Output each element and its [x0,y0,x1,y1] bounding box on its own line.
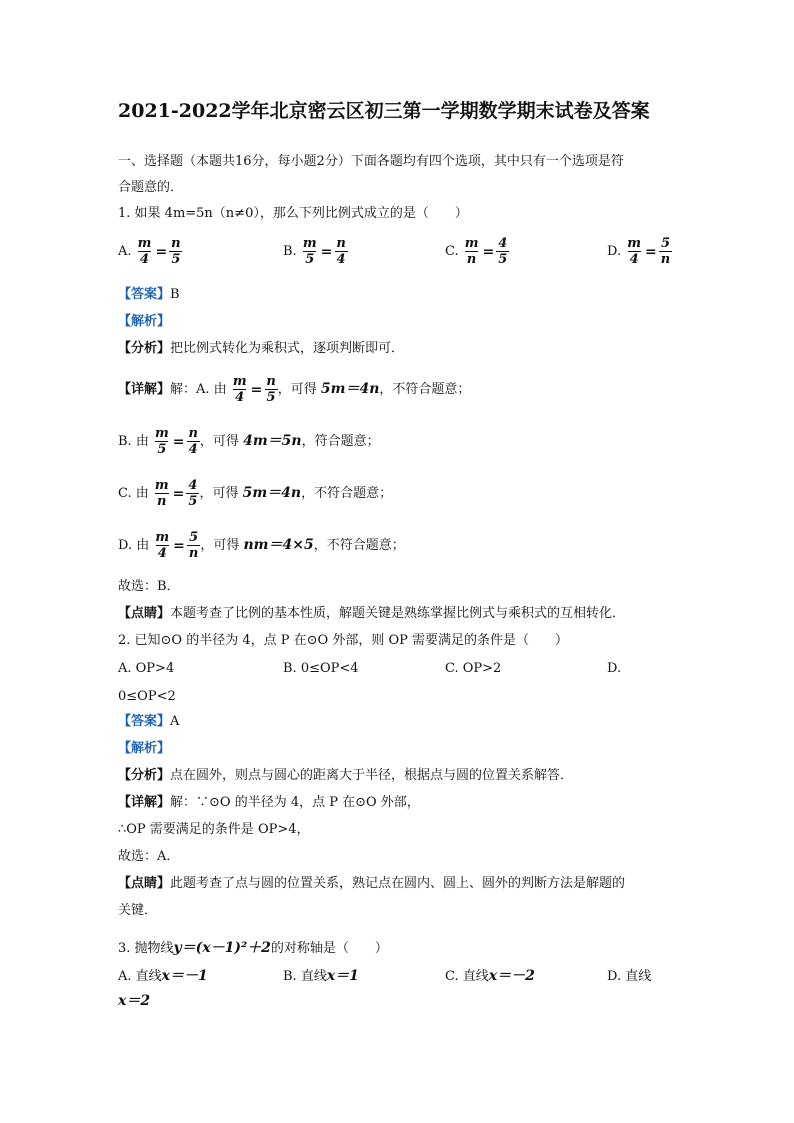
detail-text: 解：A. 由 [170,382,227,397]
q1-analysis-tag [118,313,170,331]
section-heading: 一、选择题（本题共16分，每小题2分）下面各题均有四个选项，其中只有一个选项是符 [118,154,624,169]
option-value: x＝2 [118,993,151,1009]
question-2-stem: 2. 已知⊙O 的半径为 4，点 P 在⊙O 外部，则 OP 需要满足的条件是（ ） [118,633,568,648]
q2-option-d: D. [607,661,622,676]
q1-detail-d: D. 由 $\frac{m}{4}$ = $\frac{5}{n}$ ，可得 nm＝4×5，不符合题意； [118,530,405,561]
analysis-tag: 【解析】 [118,741,171,756]
q2-comment-cont: 关键． [118,903,158,918]
detail-text: ，可得 [199,486,239,501]
fraction: $\frac{n}{4}$ [188,426,198,457]
option-text: B. 直线 [283,969,327,984]
fraction: $\frac{n}{4}$ [336,236,346,267]
q1-detail-c: C. 由 $\frac{m}{n}$ = $\frac{4}{5}$ ，可得 5m＝4n，不符合题意； [118,478,393,509]
fraction: $\frac{m}{4}$ [627,236,641,267]
detail-text: C. 由 [118,486,149,501]
fraction: $\frac{4}{5}$ [188,478,198,509]
fraction: $\frac{m}{4}$ [137,236,152,267]
q1-comment [118,605,625,623]
q1-option-c: C. $\frac{m}{n}$ = $\frac{4}{5}$ [445,236,508,267]
q2-answer [118,713,179,731]
option-text: A. 直线 [118,969,162,984]
option-value: x＝－2 [488,968,535,984]
q3-option-b [283,965,359,985]
question-3-stem [118,937,388,960]
equation: nm＝4×5 [243,537,314,553]
fraction: $\frac{5}{n}$ [660,236,671,267]
q1-option-b: B. $\frac{m}{5}$ = $\frac{n}{4}$ [283,236,346,267]
q1-answer [118,286,180,304]
detail-text: ，可得 [277,382,317,397]
q1-option-a: A. $\frac{m}{4}$ = $\frac{n}{5}$ [118,236,181,267]
fraction: $\frac{m}{5}$ [154,426,169,457]
comment-text: 此题考查了点与圆的位置关系，熟记点在圆内、圆上、圆外的判断方法是解题的 [170,876,626,891]
parabola-formula: y＝(x－1)²＋2 [173,940,271,956]
option-value: x＝－1 [161,968,208,984]
fenxi-tag: 【分析】 [118,341,171,356]
q1-option-d: D. $\frac{m}{4}$ = $\frac{5}{n}$ [607,236,671,267]
option-text: C. 直线 [445,969,489,984]
fraction: $\frac{m}{n}$ [464,236,479,267]
analysis-tag: 【解析】 [118,314,171,329]
fenxi-tag: 【分析】 [118,768,171,783]
option-value: x＝1 [326,968,359,984]
q1-choose: 故选：B． [118,579,180,594]
q3-option-c [445,965,535,985]
option-label: D. [607,244,622,259]
fraction: $\frac{m}{n}$ [154,478,169,509]
answer-value: A [170,714,180,729]
detail-text: ，不符合题意； [313,538,405,553]
detail-text: ，可得 [199,434,239,449]
answer-tag: 【答案】 [118,714,171,729]
page-title: 2021-2022学年北京密云区初三第一学期数学期末试卷及答案 [118,100,650,122]
answer-value: B [170,287,180,302]
equation: 5m＝4n [320,381,380,397]
detail-text: ，可得 [200,538,240,553]
section-heading-cont: 合题意的． [118,180,184,195]
fenxi-text: 把比例式转化为乘积式，逐项判断即可． [170,341,405,356]
q2-detail [118,794,420,812]
question-1-stem: 1. 如果 4m=5n（n≠0），那么下列比例式成立的是（ ） [118,206,468,221]
q2-analysis-tag [118,740,170,758]
q2-detail-2: ∴OP 需要满足的条件是 OP>4， [118,822,310,837]
equation: 4m＝5n [243,433,302,449]
q1-fenxi [118,340,404,358]
q1-detail-b: B. 由 $\frac{m}{5}$ = $\frac{n}{4}$ ，可得 4m＝5n，符合题意； [118,426,380,457]
q3-option-d-cont [118,992,150,1011]
comment-tag: 【点睛】 [118,606,171,621]
fraction: $\frac{n}{5}$ [171,236,181,267]
fraction: $\frac{4}{5}$ [498,236,508,267]
detail-text: ，符合题意； [301,434,380,449]
option-label: B. [283,244,297,259]
detail-tag: 【详解】 [118,795,171,810]
option-text: D. 直线 [607,969,652,984]
detail-tag: 【详解】 [118,382,171,397]
stem-text: 3. 抛物线 [118,941,174,956]
detail-text: 解：∵⊙O 的半径为 4，点 P 在⊙O 外部， [170,795,420,810]
fenxi-text: 点在圆外，则点与圆心的距离大于半径，根据点与圆的位置关系解答． [170,768,574,783]
fraction: $\frac{m}{4}$ [232,374,247,405]
q2-option-d-cont: 0≤OP<2 [118,689,176,704]
q2-choose: 故选：A． [118,849,180,864]
q2-option-a: A. OP>4 [118,661,175,676]
answer-tag: 【答案】 [118,287,171,302]
q1-detail-a: 【详解】解：A. 由 $\frac{m}{4}$ = $\frac{n}{5}$ ，可得 5m＝4n，不符合题意； [118,374,471,405]
detail-text: B. 由 [118,434,149,449]
q2-fenxi [118,767,573,785]
q2-option-b: B. 0≤OP<4 [283,661,359,676]
detail-text: D. 由 [118,538,150,553]
q3-option-d [607,965,651,984]
fraction: $\frac{m}{4}$ [155,530,170,561]
q2-comment [118,875,625,893]
fraction: $\frac{n}{5}$ [266,374,276,405]
comment-tag: 【点睛】 [118,876,171,891]
option-label: C. [445,244,459,259]
option-label: A. [118,244,132,259]
comment-text: 本题考查了比例的基本性质，解题关键是熟练掌握比例式与乘积式的互相转化． [170,606,626,621]
equation: 5m＝4n [242,485,302,501]
q2-option-c: C. OP>2 [445,661,502,676]
stem-text: 的对称轴是（ ） [270,941,388,956]
detail-text: ，不符合题意； [379,382,471,397]
fraction: $\frac{5}{n}$ [188,530,199,561]
detail-text: ，不符合题意； [301,486,393,501]
q3-option-a [118,965,208,985]
fraction: $\frac{m}{5}$ [302,236,317,267]
